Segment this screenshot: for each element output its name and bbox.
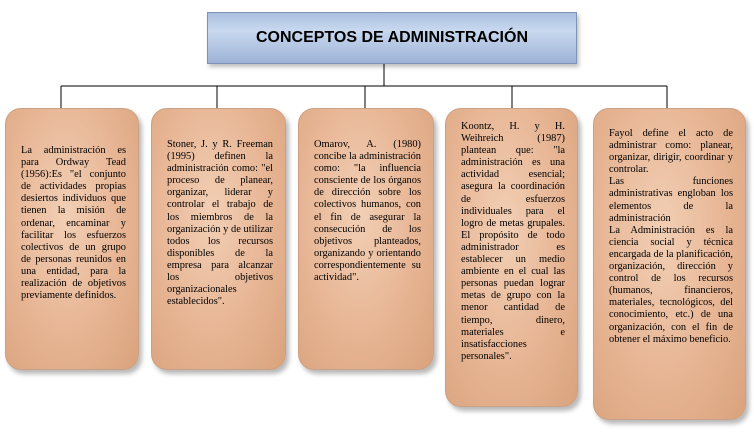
- card-text: Stoner, J. y R. Freeman (1995) definen la administración como: "el proceso de planear, organizar, liderar y controlar el trabajo de los miembros de la organización y de utilizar todos los recursos disponibles de la empresa para alcanzar los objetivos organizacionales establecidos".: [167, 139, 273, 308]
- card-text: Omarov, A. (1980) concibe la administración como: "la influencia consciente de los órganos de dirección sobre los colectivos humanos, con el fin de asegurar la consecución de los objetivos planteados, organizando y orientando correspondientemente su actividad".: [314, 139, 421, 284]
- card-text: La administración es para Ordway Tead (1956):Es "el conjunto de actividades propias desiertos individuos que tienen la misión de ordenar, encaminar y facilitar los esfuerzos colectivos de un grupo de personas reunidos en una entidad, para la realización de objetivos previamente definidos.: [21, 145, 126, 302]
- card-paragraph-2: Las funciones administrativas engloban los elementos de la administración: [609, 176, 733, 224]
- card-text: Koontz, H. y H. Weihreich (1987) plantean que: "la administración es una actividad esencial; asegura la coordinación de esfuerzos individuales para el logro de metas grupales. El propósito de todo administrador es establecer un medio ambiente en el cual las personas puedan lograr metas de grupo con la menor cantidad de tiempo, dinero, materiales e insatisfacciones personales".: [461, 121, 565, 362]
- card-paragraph-3: La Administración es la ciencia social y técnica encargada de la planificación, organización, dirección y control de los recursos (humanos, financieros, materiales, tecnológicos, del conocimiento, etc.) de una organización, con el fin de obtener el máximo beneficio.: [609, 224, 733, 345]
- title-box: [207, 12, 577, 64]
- concept-card-stoner-freeman: [151, 108, 286, 370]
- concept-card-fayol: [593, 108, 746, 420]
- concept-card-omarov: [298, 108, 434, 370]
- concept-card-tead: [5, 108, 139, 370]
- diagram-title: CONCEPTOS DE ADMINISTRACIÓN: [255, 29, 528, 46]
- card-paragraph-1: Fayol define el acto de administrar como: planear, organizar, dirigir, coordinar y controlar.: [609, 128, 733, 176]
- concept-card-koontz-weihreich: [445, 108, 578, 407]
